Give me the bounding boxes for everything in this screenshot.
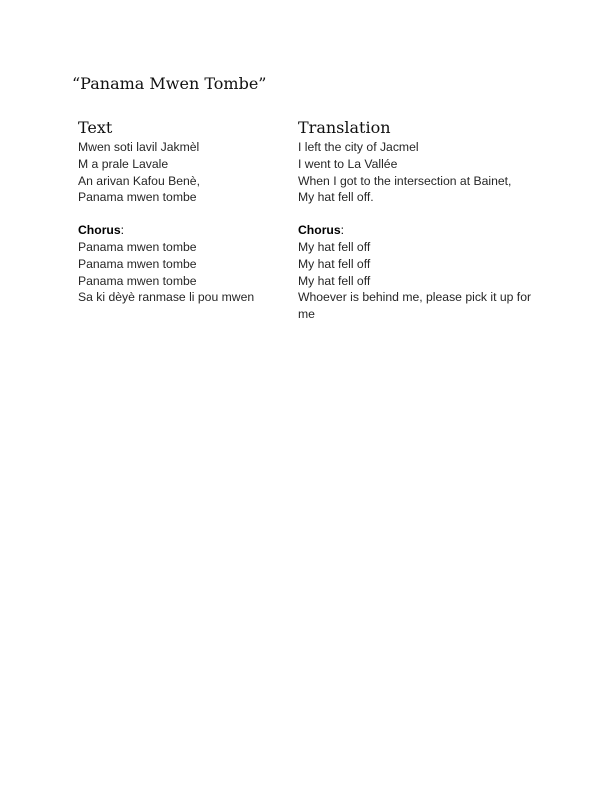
- translation-chorus-line: My hat fell off: [298, 239, 371, 254]
- translation-verse-line: When I got to the intersection at Bainet,: [298, 173, 512, 188]
- translation-verse-line: I went to La Vallée: [298, 156, 398, 171]
- chorus-label: [78, 222, 288, 239]
- verse-line: Mwen soti lavil Jakmèl: [78, 140, 200, 154]
- song-title: “Panama Mwen Tombe”: [72, 74, 267, 93]
- original-text-column: [78, 118, 288, 306]
- translation-heading: Translation: [298, 118, 391, 137]
- translation-chorus-label: [298, 222, 548, 239]
- chorus-line: Panama mwen tombe: [78, 256, 197, 271]
- verse-line: Panama mwen tombe: [78, 190, 197, 205]
- chorus-line: Panama mwen tombe: [78, 273, 197, 288]
- verse-line: An arivan Kafou Benè,: [78, 173, 200, 188]
- chorus-line: Panama mwen tombe: [78, 239, 197, 254]
- chorus-line: Sa ki dèyè ranmase li pou mwen: [78, 290, 255, 305]
- translation-verse-line: My hat fell off.: [298, 190, 374, 205]
- stanza-gap: [298, 206, 548, 222]
- chorus-label-colon: :: [120, 223, 125, 238]
- stanza-gap: [78, 206, 288, 222]
- translation-verse-line: I left the city of Jacmel: [298, 140, 419, 154]
- chorus-label-text: Chorus: [78, 223, 121, 238]
- translation-chorus-line: My hat fell off: [298, 256, 371, 271]
- chorus-label-colon: :: [340, 223, 345, 238]
- verse-line: M a prale Lavale: [78, 156, 169, 171]
- translation-column: [298, 118, 548, 323]
- translation-chorus-line: My hat fell off: [298, 273, 371, 288]
- translation-chorus-line: Whoever is behind me, please pick it up for me: [298, 290, 532, 322]
- chorus-label-text: Chorus: [298, 223, 341, 238]
- original-text-heading: Text: [78, 118, 113, 137]
